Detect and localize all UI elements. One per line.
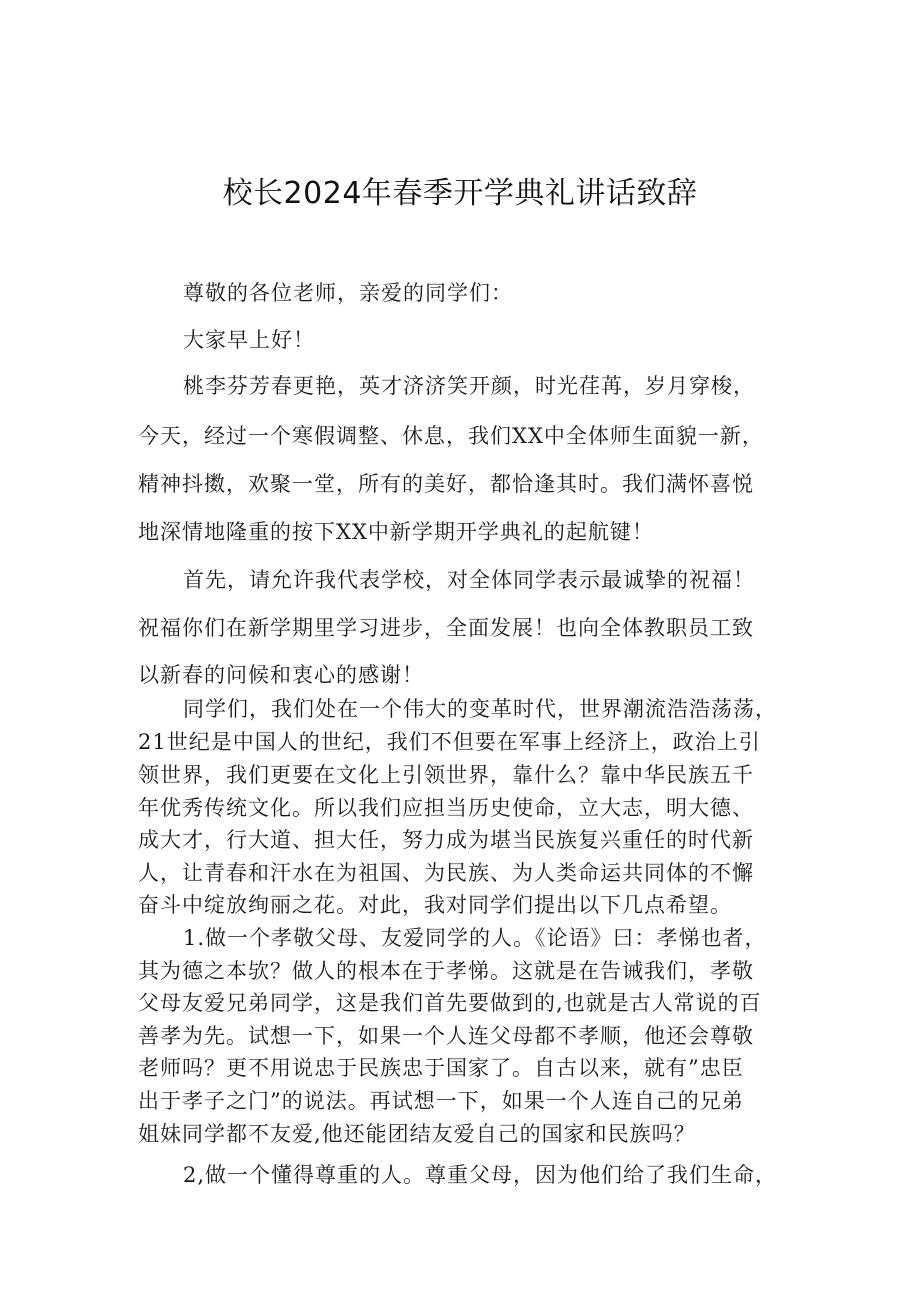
paragraph-line: 2,做一个懂得尊重的人。尊重父母，因为他们给了我们生命， [183, 1163, 778, 1187]
paragraph-line: 其为德之本欤？做人的根本在于孝悌。这就是在告诫我们，孝敬 [138, 959, 754, 983]
paragraph-line: 地深情地隆重的按下XX中新学期开学典礼的起航键！ [138, 520, 654, 544]
paragraph-line: 今天，经过一个寒假调整、休息，我们XX中全体师生面貌一新， [138, 424, 764, 448]
greeting-line: 大家早上好！ [183, 328, 315, 352]
paragraph-line: 人，让青春和汗水在为祖国、为民族、为人类命运共同体的不懈 [138, 861, 754, 885]
salutation-line: 尊敬的各位老师，亲爱的同学们： [183, 281, 513, 305]
paragraph-line: 善孝为先。试想一下，如果一个人连父母都不孝顺，他还会尊敬 [138, 1024, 754, 1048]
paragraph-line: 以新春的问候和衷心的感谢！ [138, 663, 424, 687]
paragraph-line: 姐妹同学都不友爱,他还能团结友爱自己的国家和民族吗？ [138, 1122, 696, 1146]
paragraph-line: 精神抖擞，欢聚一堂，所有的美好，都恰逢其时。我们满怀喜悦 [138, 472, 754, 496]
paragraph-line: 老师吗？更不用说忠于民族忠于国家了。自古以来，就有”忠臣 [138, 1056, 744, 1080]
paragraph-line: 1.做一个孝敬父母、友爱同学的人。《论语》曰：孝悌也者， [183, 926, 767, 950]
paragraph-line: 领世界，我们更要在文化上引领世界，靠什么？靠中华民族五千 [138, 763, 754, 787]
document-title: 校长2024年春季开学典礼讲话致辞 [222, 176, 698, 211]
paragraph-line: 父母友爱兄弟同学，这是我们首先要做到的,也就是古人常说的百 [138, 991, 762, 1015]
paragraph-line: 年优秀传统文化。所以我们应担当历史使命，立大志，明大德、 [138, 796, 754, 820]
paragraph-line: 成大才，行大道、担大任，努力成为堪当民族复兴重任的时代新 [138, 828, 754, 852]
paragraph-line: 祝福你们在新学期里学习进步，全面发展！也向全体教职员工致 [138, 616, 754, 640]
paragraph-line: 桃李芬芳春更艳，英才济济笑开颜，时光荏苒，岁月穿梭， [183, 374, 755, 398]
paragraph-line: 奋斗中绽放绚丽之花。对此，我对同学们提出以下几点希望。 [138, 893, 732, 917]
paragraph-line: 出于孝子之门”的说法。再试想一下，如果一个人连自己的兄弟 [138, 1089, 744, 1113]
paragraph-line: 21世纪是中国人的世纪，我们不但要在军事上经济上，政治上引 [138, 730, 761, 754]
paragraph-line: 同学们，我们处在一个伟大的变革时代，世界潮流浩浩荡荡， [183, 697, 777, 721]
paragraph-line: 首先，请允许我代表学校，对全体同学表示最诚挚的祝福！ [183, 568, 755, 592]
